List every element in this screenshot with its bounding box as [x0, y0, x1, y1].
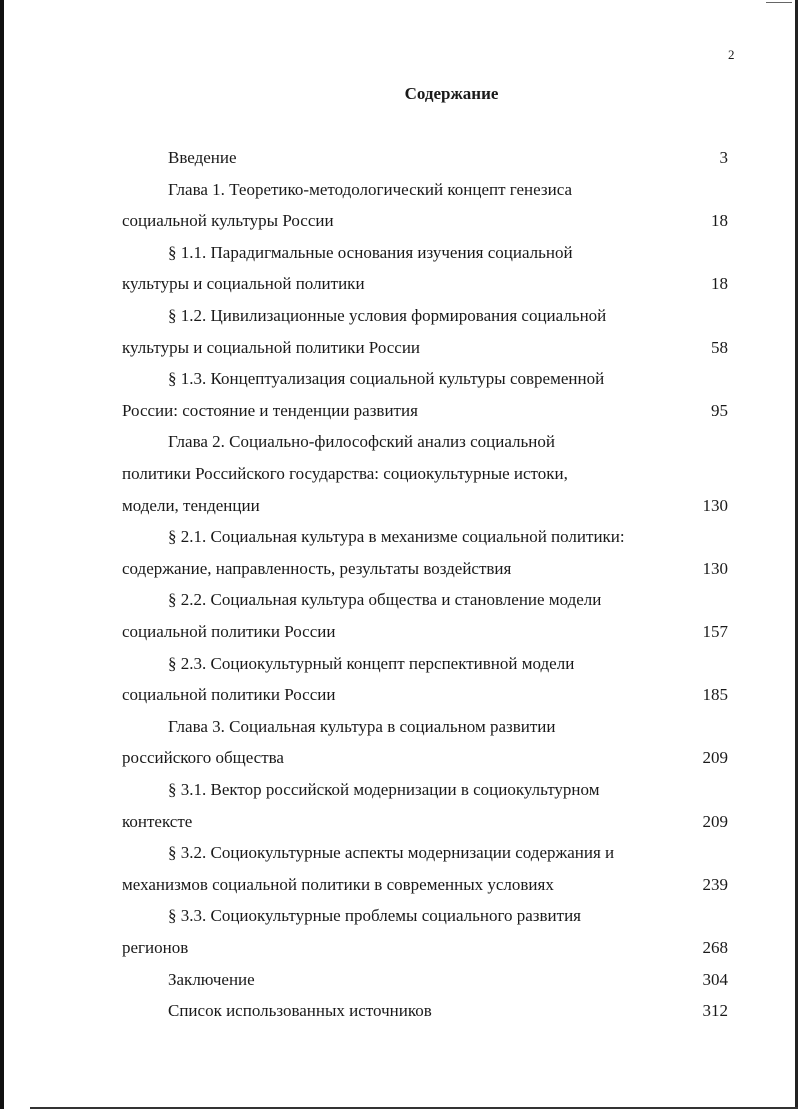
page-title: Содержание — [404, 84, 499, 103]
toc-line — [0, 209, 798, 233]
toc-line — [0, 557, 798, 581]
toc-line — [0, 968, 798, 992]
toc-entry-text: механизмов социальной политики в современных условиях — [122, 874, 554, 894]
toc-line — [0, 746, 798, 770]
toc-line — [0, 683, 798, 707]
toc-line — [0, 652, 798, 676]
toc-entry-page: 239 — [702, 874, 728, 894]
toc-entry-text: § 1.1. Парадигмальные основания изучения социальной — [168, 242, 573, 262]
toc-entry-text: российского общества — [122, 748, 284, 768]
toc-entry-page: 130 — [702, 558, 728, 578]
toc-line — [0, 588, 798, 612]
toc-entry-text: Глава 3. Социальная культура в социальном развитии — [168, 716, 556, 736]
toc-entry-page: 312 — [702, 1001, 728, 1021]
toc-entry-page: 130 — [702, 495, 728, 515]
toc-entry-page: 185 — [702, 685, 728, 705]
toc-entry-page: 209 — [702, 748, 728, 768]
toc-line — [0, 778, 798, 802]
toc-line — [0, 178, 798, 202]
toc-entry-text: § 1.3. Концептуализация социальной культуры современной — [168, 369, 605, 389]
toc-entry-text: политики Российского государства: социокультурные истоки, — [122, 464, 568, 483]
toc-entry-text: § 3.2. Социокультурные аспекты модернизации содержания и — [168, 843, 615, 863]
toc-line — [0, 904, 798, 928]
toc-entry-text: Глава 1. Теоретико-методологический концепт генезиса — [168, 179, 573, 199]
toc-line — [0, 146, 798, 170]
scan-corner-mark — [766, 2, 792, 3]
toc-line — [0, 304, 798, 328]
toc-entry-text: регионов — [122, 938, 189, 957]
toc-entry-page: 95 — [711, 400, 728, 420]
toc-entry-text: Заключение — [168, 969, 255, 989]
toc-entry-text: содержание, направленность, результаты воздействия — [122, 558, 512, 578]
toc-entry-text: социальной культуры России — [122, 211, 334, 231]
toc-line — [0, 936, 798, 960]
toc-entry-text: контексте — [122, 811, 193, 831]
toc-entry-page: 3 — [719, 148, 728, 167]
toc-line — [0, 430, 798, 454]
toc-entry-text: § 1.2. Цивилизационные условия формирования социальной — [168, 306, 607, 325]
toc-line — [0, 367, 798, 391]
toc-line — [0, 999, 798, 1023]
toc-entry-text: культуры и социальной политики — [122, 274, 365, 294]
toc-line — [0, 810, 798, 834]
toc-entry-page: 18 — [711, 211, 728, 231]
page-number: 2 — [728, 47, 735, 62]
toc-entry-text: § 3.3. Социокультурные проблемы социального развития — [168, 906, 581, 926]
toc-entry-page: 304 — [702, 969, 728, 989]
toc-entry-page: 209 — [702, 811, 728, 831]
toc-entry-text: Введение — [168, 148, 237, 167]
toc-entry-text: Список использованных источников — [168, 1001, 432, 1021]
toc-line — [0, 494, 798, 518]
toc-entry-page: 58 — [711, 337, 728, 357]
toc-line — [0, 241, 798, 265]
toc-line — [0, 462, 798, 486]
toc-entry-page: 18 — [711, 274, 728, 294]
toc-entry-text: § 2.1. Социальная культура в механизме социальной политики: — [168, 527, 625, 547]
toc-entry-page: 268 — [702, 938, 728, 957]
toc-line — [0, 620, 798, 644]
toc-entry-text: культуры и социальной политики России — [122, 337, 421, 357]
toc-entry-text: России: состояние и тенденции развития — [122, 400, 418, 420]
toc-entry-text: социальной политики России — [122, 622, 336, 641]
toc-line — [0, 873, 798, 897]
toc-entry-page: 157 — [702, 622, 728, 641]
toc-line — [0, 272, 798, 296]
toc-entry-text: Глава 2. Социально-философский анализ социальной — [168, 432, 555, 452]
toc-entry-text: § 3.1. Вектор российской модернизации в социокультурном — [168, 780, 600, 799]
toc-line — [0, 525, 798, 549]
toc-entry-text: § 2.3. Социокультурный концепт перспективной модели — [168, 653, 575, 673]
toc-line — [0, 715, 798, 739]
toc-line — [0, 336, 798, 360]
toc-entry-text: социальной политики России — [122, 685, 336, 705]
toc-line — [0, 399, 798, 423]
toc-entry-text: § 2.2. Социальная культура общества и становление модели — [168, 590, 602, 610]
toc-line — [0, 841, 798, 865]
toc-entry-text: модели, тенденции — [122, 495, 260, 515]
